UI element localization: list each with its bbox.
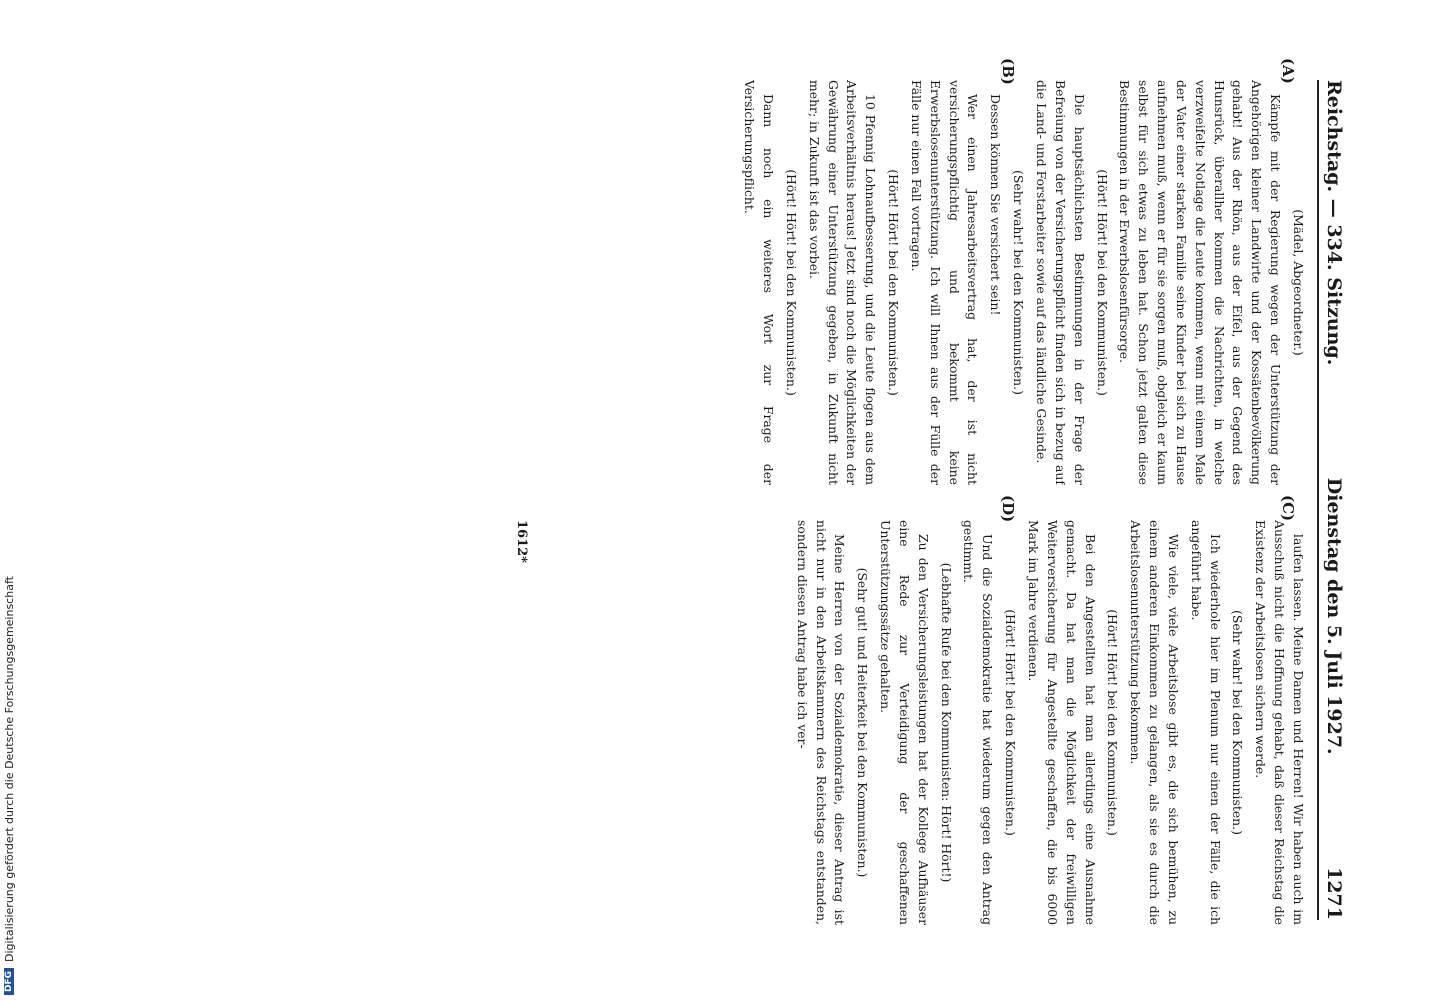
paragraph: (Hört! Hört! bei den Kommunisten.): [783, 169, 799, 396]
margin-marker-a: (A): [1279, 58, 1297, 84]
paragraph: (Hört! Hört! bei den Kommunisten.): [1094, 169, 1110, 396]
page-header: [1317, 80, 1349, 920]
paragraph: 10 Pfennig Lohnaufbesserung, und die Leute flogen aus dem Arbeitsverhältnis heraus! Jetzt sind noch die Möglichkeiten der Gewährung einer Unterstützung gegeben, in Zukunft nicht mehr; in Zukunft ist das vorbei.: [806, 80, 879, 485]
rotated-sheet: [77, 50, 1357, 950]
margin-marker-c: (C): [1279, 495, 1297, 522]
dfg-logo-icon: DFG: [4, 968, 14, 995]
paragraph: Dann noch ein weiteres Wort zur Frage der Versicherungspflicht.: [742, 80, 777, 485]
margin-marker-d: (D): [999, 495, 1017, 523]
paragraph: Zu den Versicherungsleistungen hat der Kollege Aufhäuser eine Rede zur Verteidigung der geschaffenen Unterstützungssätze gehalten.: [878, 520, 931, 925]
signature-mark: 1612*: [514, 520, 529, 563]
paragraph: laufen lassen. Meine Damen und Herren! Wir haben auch im Ausschuß nicht die Hoffnung gehabt, daß dieser Reichstag die Existenz der Arbeitslosen sichern werde.: [1253, 520, 1306, 925]
paragraph: (Sehr wahr! bei den Kommunisten.): [1230, 610, 1246, 835]
page-number: 1271: [1323, 867, 1345, 920]
paragraph: Kämpfe mit der Regierung wegen der Unterstützung der Angehörigen kleiner Landwirte und der Kossätenbevölkerung gehabt! Aus der Rhön, aus der Eifel, aus der Gegend des Hunsrück, überallher kommen die Nachrichten, in welche verzweifelte Notlage die Leute kommen, wenn mit einem Male der Vater einer starken Familie seine Kinder bei sich zu Hause aufnehmen muß, wenn er für sie sorgen muß, obgleich er kaum selbst für sich etwas zu leben hat. Schon jetzt galten diese Bestimmungen in der Erwerbslosenfürsorge.: [1117, 80, 1284, 485]
paragraph: (Lebhafte Rufe bei den Kommunisten: Hört! Hört!): [938, 562, 954, 883]
paragraph: (Hört! Hört! bei den Kommunisten.): [1105, 609, 1121, 836]
credit-text: Digitalisierung gefördert durch die Deutsche Forschungsgemeinschaft: [2, 576, 16, 962]
paragraph: Bei den Angestellten hat man allerdings eine Ausnahme gemacht. Da hat man die Möglichkeit der freiwilligen Weiterversicherung für Angestellte geschaffen, die bis 6000 Mark im Jahre verdienen.: [1026, 520, 1098, 925]
paragraph: Meine Herren von der Sozialdemokratie, dieser Antrag ist nicht nur in den Arbeitskammern des Reichstags entstanden, sondern diesen Antrag habe ich ver-: [794, 520, 848, 925]
margin-marker-b: (B): [999, 58, 1017, 85]
paragraph: (Hört! Hört! bei den Kommunisten.): [886, 169, 902, 396]
paragraph: Und die Sozialdemokratie hat wiederum gegen den Antrag gestimmt.: [961, 520, 996, 925]
header-center: Dienstag den 5. Juli 1927.: [1323, 477, 1345, 755]
paragraph: (Mädel, Abgeordneter.): [1291, 209, 1306, 356]
header-left: Reichstag. — 334. Sitzung.: [1323, 80, 1345, 366]
digitization-credit: [0, 5, 18, 995]
paragraph: Die hauptsächlichsten Bestimmungen in der Frage der Befreiung von der Versicherungspflicht finden sich in bezug auf die Land- und Forstarbeiter sowie auf das ländliche Gesinde.: [1034, 80, 1087, 485]
paragraph: Ich wiederhole hier im Plenum nur einen der Fälle, die ich angeführt habe.: [1188, 520, 1223, 925]
paragraph: (Hört! Hört! bei den Kommunisten.): [1003, 609, 1019, 836]
paragraph: Dessen können Sie versichert sein!: [988, 94, 1004, 316]
paragraph: Wer einen Jahresarbeitsvertrag hat, der ist nicht versicherungspflichtig und bekommt keine Erwerbslosenunterstützung. Ich will Ihnen aus der Fülle der Fälle nur einen Fall vortragen.: [908, 80, 981, 485]
left-column: [547, 80, 1307, 485]
paragraph: (Sehr wahr! bei den Kommunisten.): [1011, 170, 1027, 395]
paragraph: Wie viele, viele Arbeitslose gibt es, die sich bemühen, zu einem anderen Einkommen zu gelangen, als sie es durch die Arbeitslosenunterstützung bekommen.: [1128, 520, 1181, 925]
right-column: [547, 520, 1307, 925]
paragraph: (Sehr gut! und Heiterkeit bei den Kommunisten.): [855, 567, 871, 878]
